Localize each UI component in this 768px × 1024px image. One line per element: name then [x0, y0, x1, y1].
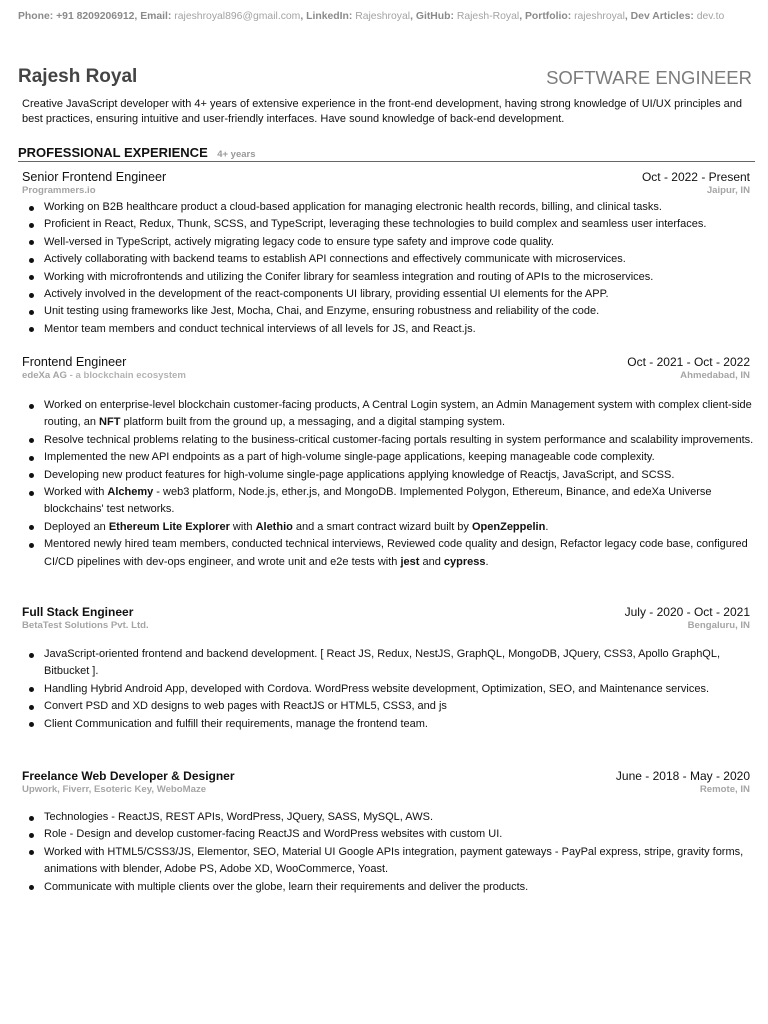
job-title: Frontend Engineer [22, 355, 127, 369]
list-item: Implemented the new API endpoints as a part of high-volume single-page applications, keeping manageable code complexity. [22, 449, 754, 466]
list-item: Deployed an Ethereum Lite Explorer with Alethio and a smart contract wizard built by OpenZeppelin. [22, 519, 754, 536]
section-title: PROFESSIONAL EXPERIENCE [18, 145, 208, 160]
portfolio-label: Portfolio: [525, 11, 572, 22]
job-company [22, 370, 186, 381]
experience-section-header [18, 144, 755, 162]
list-item: Worked with HTML5/CSS3/JS, Elementor, SEO, Material UI Google APIs integration, payment gateways - PayPal express, stripe, gravity forms, animations with blender, Adobe PS, Adobe XD, WooCommerce, Yoast. [22, 844, 750, 879]
list-item: Handling Hybrid Android App, developed with Cordova. WordPress website development, Optimization, SEO, and Maintenance services. [22, 681, 750, 698]
profile-summary: Creative JavaScript developer with 4+ years of extensive experience in the front-end development, having strong knowledge of UI/UX principles and best practices, ensuring intuitive and user-friendly interfaces. Have sound knowledge of back-end development. [22, 98, 742, 125]
list-item: Worked on enterprise-level blockchain customer-facing products, A Central Login system, an Admin Management system with complex client-side routing, an NFT platform built from the ground up, a messaging, and a digital stamping system. [22, 397, 754, 432]
list-item: Unit testing using frameworks like Jest, Mocha, Chai, and Enzyme, ensuring robustness and reliability of the code. [22, 303, 750, 320]
list-item: Working with microfrontends and utilizing the Conifer library for seamless integration and routing of APIs to the microservices. [22, 269, 750, 286]
job-full-stack [22, 605, 750, 632]
list-item: Actively involved in the development of the react-components UI library, providing essential UI elements for the APP. [22, 286, 750, 303]
portfolio-link[interactable]: rajeshroyal [574, 11, 625, 22]
company-name: edeXa AG [22, 370, 67, 381]
job-dates: June - 2018 - May - 2020 [615, 769, 750, 783]
list-item: Resolve technical problems relating to the business-critical customer-facing portals resulting in system performance and scalability improvements. [22, 432, 754, 449]
job-frontend-engineer [22, 355, 750, 382]
email-label: Email: [140, 11, 172, 22]
job-bullets-3 [22, 646, 750, 733]
job-title: Freelance Web Developer & Designer [22, 769, 235, 783]
list-item: Well-versed in TypeScript, actively migrating legacy code to ensure type safety and improve code quality. [22, 234, 750, 251]
job-senior-frontend [22, 170, 750, 197]
linkedin-link[interactable]: Rajeshroyal [355, 11, 411, 22]
linkedin-label: LinkedIn: [306, 11, 353, 22]
job-dates: July - 2020 - Oct - 2021 [624, 605, 750, 619]
job-location: Jaipur, IN [706, 185, 750, 196]
section-subtitle: 4+ years [217, 149, 256, 160]
job-location: Ahmedabad, IN [680, 370, 750, 381]
list-item: Working on B2B healthcare product a cloud-based application for managing electronic health records, billing, and clinical tasks. [22, 199, 750, 216]
job-freelance [22, 769, 750, 796]
devto-link[interactable]: dev.to [696, 11, 725, 22]
list-item: Client Communication and fulfill their requirements, manage the frontend team. [22, 716, 750, 733]
job-company: Upwork, Fiverr, Esoteric Key, WeboMaze [22, 784, 207, 795]
list-item: Communicate with multiple clients over the globe, learn their requirements and deliver the products. [22, 879, 750, 896]
job-bullets-2 [22, 397, 754, 571]
company-tagline: - a blockchain ecosystem [69, 370, 186, 381]
email-link[interactable]: rajeshroyal896@gmail.com [174, 11, 301, 22]
job-bullets-4 [22, 809, 750, 896]
job-title: Senior Frontend Engineer [22, 170, 167, 184]
job-dates: Oct - 2022 - Present [641, 170, 750, 184]
job-title: Full Stack Engineer [22, 605, 134, 619]
list-item: Mentor team members and conduct technical interviews of all levels for JS, and React.js. [22, 321, 750, 338]
github-label: GitHub: [415, 11, 454, 22]
job-company: Programmers.io [22, 185, 96, 196]
candidate-name: Rajesh Royal [18, 66, 138, 87]
list-item: Technologies - ReactJS, REST APIs, WordPress, JQuery, SASS, MySQL, AWS. [22, 809, 750, 826]
contact-bar: Phone: +91 8209206912, Email: rajeshroyal896@gmail.com, LinkedIn: Rajeshroyal, GitHub: Rajesh-Royal, Portfolio: rajeshroyal, Dev Articles: dev.to [18, 11, 725, 22]
job-location: Bengaluru, IN [687, 620, 750, 631]
github-link[interactable]: Rajesh-Royal [456, 11, 520, 22]
candidate-role: SOFTWARE ENGINEER [546, 67, 752, 88]
list-item: Proficient in React, Redux, Thunk, SCSS, and TypeScript, leveraging these technologies to build complex and seamless user interfaces. [22, 216, 750, 233]
job-dates: Oct - 2021 - Oct - 2022 [627, 355, 750, 369]
list-item: JavaScript-oriented frontend and backend development. [ React JS, Redux, NestJS, GraphQL, MongoDB, JQuery, CSS3, Apollo GraphQL, Bitbucket ]. [22, 646, 750, 681]
list-item: Mentored newly hired team members, conducted technical interviews, Reviewed code quality and design, Refactor legacy code base, configured CI/CD pipelines with dev-ops engineer, and wrote unit and e2e tests with jest and cypress. [22, 536, 754, 571]
list-item: Role - Design and develop customer-facing ReactJS and WordPress websites with custom UI. [22, 826, 750, 843]
list-item: Developing new product features for high-volume single-page applications applying knowledge of Reactjs, JavaScript, and SCSS. [22, 467, 754, 484]
list-item: Convert PSD and XD designs to web pages with ReactJS or HTML5, CSS3, and js [22, 698, 750, 715]
job-bullets-1 [22, 199, 750, 338]
list-item: Worked with Alchemy - web3 platform, Node.js, ether.js, and MongoDB. Implemented Polygon, Ethereum, Binance, and edeXa Universe blockchains' test networks. [22, 484, 754, 519]
phone-label: Phone: [18, 11, 54, 22]
list-item: Actively collaborating with backend teams to establish API connections and effectively communicate with microservices. [22, 251, 750, 268]
phone-value: +91 8209206912 [56, 11, 135, 22]
devto-label: Dev Articles: [630, 11, 694, 22]
job-location: Remote, IN [699, 784, 750, 795]
job-company: BetaTest Solutions Pvt. Ltd. [22, 620, 149, 631]
